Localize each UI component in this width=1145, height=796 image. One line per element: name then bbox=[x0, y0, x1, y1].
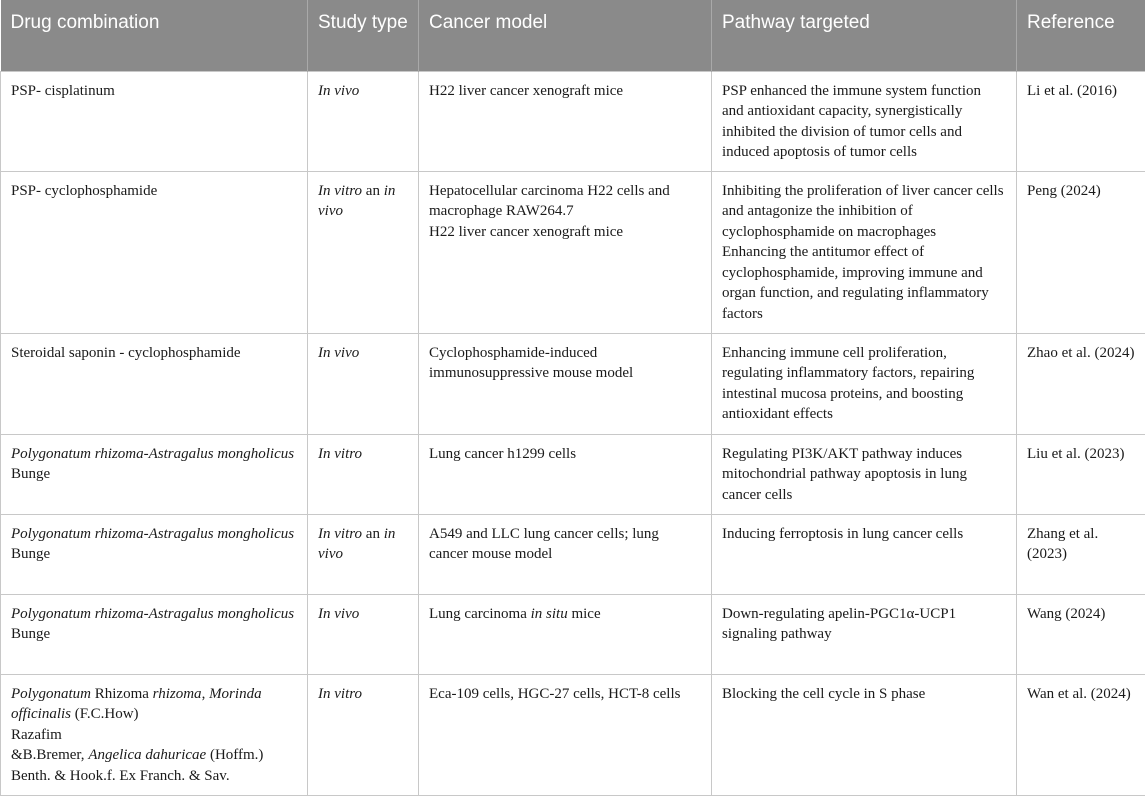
reference-cell: Liu et al. (2023) bbox=[1017, 434, 1145, 514]
cancer-model-cell: Eca-109 cells, HGC-27 cells, HCT-8 cells bbox=[419, 674, 712, 795]
drug-cell: Polygonatum rhizoma-Astragalus mongholicus Bunge bbox=[1, 594, 308, 674]
study-type-cell: In vivo bbox=[308, 333, 419, 434]
pathway-cell: Blocking the cell cycle in S phase bbox=[712, 674, 1017, 795]
drug-cell: Steroidal saponin - cyclophosphamide bbox=[1, 333, 308, 434]
pathway-cell: PSP enhanced the immune system function and antioxidant capacity, synergistically inhibited the division of tumor cells and induced apoptosis of tumor cells bbox=[712, 71, 1017, 171]
reference-cell: Wan et al. (2024) bbox=[1017, 674, 1145, 795]
pathway-cell: Regulating PI3K/AKT pathway induces mitochondrial pathway apoptosis in lung cancer cells bbox=[712, 434, 1017, 514]
drug-cell: Polygonatum rhizoma-Astragalus mongholicus Bunge bbox=[1, 434, 308, 514]
cancer-model-cell: Lung carcinoma in situ mice bbox=[419, 594, 712, 674]
drug-cell: Polygonatum rhizoma-Astragalus mongholicus Bunge bbox=[1, 514, 308, 594]
drug-cell: Polygonatum Rhizoma rhizoma, Morinda officinalis (F.C.How) Razafim &B.Bremer, Angelica dahuricae (Hoffm.) Benth. & Hook.f. Ex Franch. & Sav. bbox=[1, 674, 308, 795]
table-row bbox=[1, 434, 1145, 514]
header-reference: Reference bbox=[1017, 0, 1145, 71]
study-type-cell: In vivo bbox=[308, 594, 419, 674]
reference-cell: Peng (2024) bbox=[1017, 171, 1145, 333]
reference-cell: Wang (2024) bbox=[1017, 594, 1145, 674]
study-type-cell: In vitro bbox=[308, 674, 419, 795]
table-header-row bbox=[1, 0, 1145, 71]
drug-cell: PSP- cisplatinum bbox=[1, 71, 308, 171]
pathway-cell: Inducing ferroptosis in lung cancer cells bbox=[712, 514, 1017, 594]
reference-cell: Li et al. (2016) bbox=[1017, 71, 1145, 171]
table-row bbox=[1, 171, 1145, 333]
header-pathway-targeted: Pathway targeted bbox=[712, 0, 1017, 71]
study-type-cell: In vitro an in vivo bbox=[308, 514, 419, 594]
pathway-cell: Enhancing immune cell proliferation, regulating inflammatory factors, repairing intestinal mucosa proteins, and boosting antioxidant effects bbox=[712, 333, 1017, 434]
pathway-cell: Inhibiting the proliferation of liver cancer cells and antagonize the inhibition of cyclophosphamide on macrophages Enhancing the antitumor effect of cyclophosphamide, improving immune and organ function, and regulating inflammatory factors bbox=[712, 171, 1017, 333]
reference-cell: Zhang et al. (2023) bbox=[1017, 514, 1145, 594]
cancer-model-cell: Cyclophosphamide-induced immunosuppressive mouse model bbox=[419, 333, 712, 434]
table-row bbox=[1, 514, 1145, 594]
table-row bbox=[1, 594, 1145, 674]
table-row bbox=[1, 333, 1145, 434]
cancer-model-cell: Hepatocellular carcinoma H22 cells and macrophage RAW264.7 H22 liver cancer xenograft mice bbox=[419, 171, 712, 333]
cancer-model-cell: A549 and LLC lung cancer cells; lung cancer mouse model bbox=[419, 514, 712, 594]
study-type-cell: In vivo bbox=[308, 71, 419, 171]
reference-cell: Zhao et al. (2024) bbox=[1017, 333, 1145, 434]
header-cancer-model: Cancer model bbox=[419, 0, 712, 71]
cancer-model-cell: Lung cancer h1299 cells bbox=[419, 434, 712, 514]
table-row bbox=[1, 71, 1145, 171]
header-drug-combination: Drug combination bbox=[10, 12, 160, 33]
study-type-cell: In vitro an in vivo bbox=[308, 171, 419, 333]
cancer-model-cell: H22 liver cancer xenograft mice bbox=[419, 71, 712, 171]
drug-cell: PSP- cyclophosphamide bbox=[1, 171, 308, 333]
pathway-cell: Down-regulating apelin-PGC1α-UCP1 signaling pathway bbox=[712, 594, 1017, 674]
study-type-cell: In vitro bbox=[308, 434, 419, 514]
table-row bbox=[1, 674, 1145, 795]
header-study-type: Study type bbox=[308, 0, 419, 71]
